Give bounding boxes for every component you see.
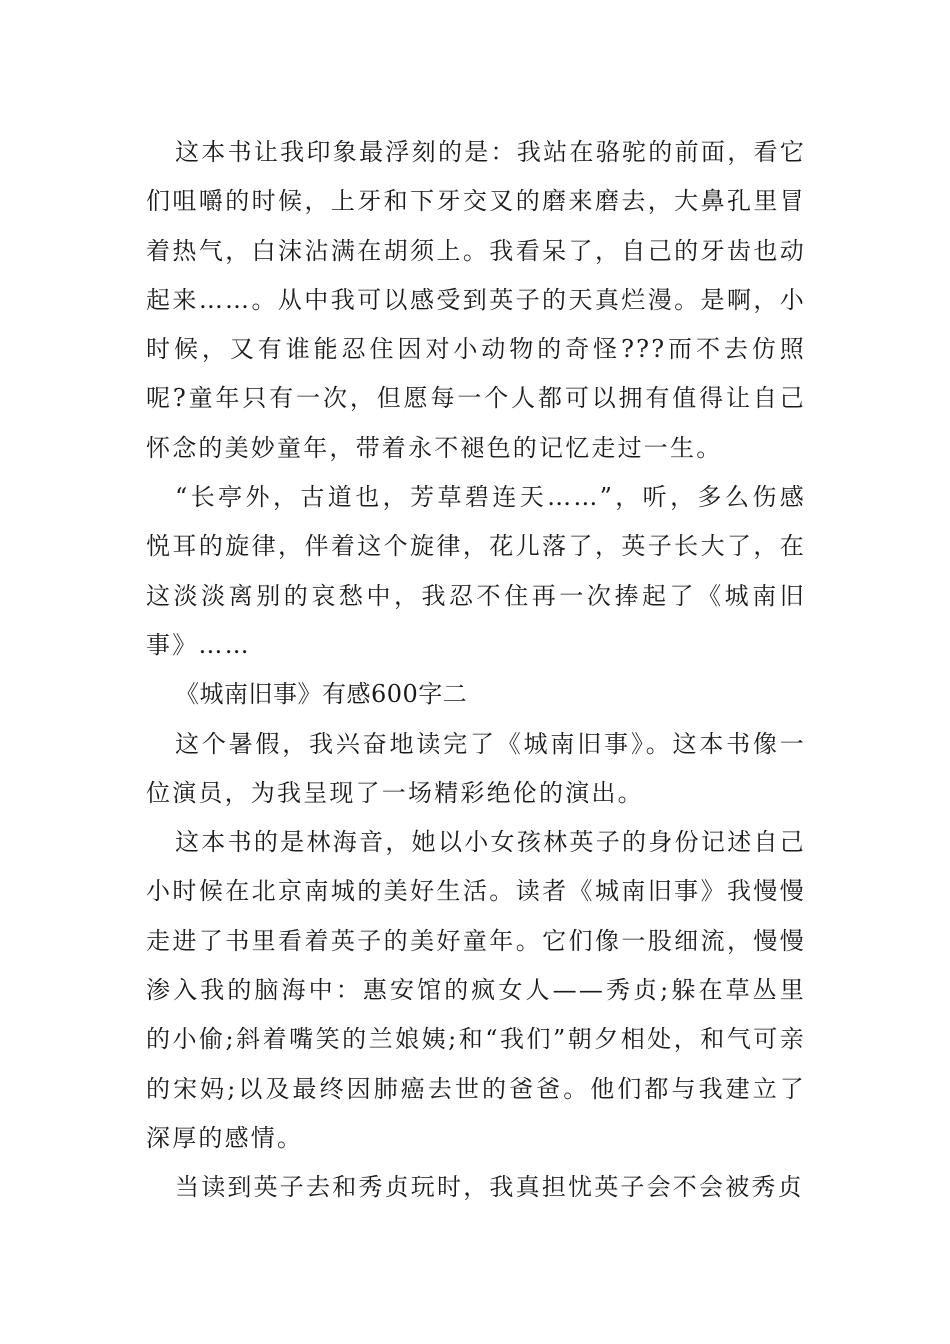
paragraph-song-lyrics: “长亭外，古道也，芳草碧连天……”，听，多么伤感悦耳的旋律，伴着这个旋律，花儿落了，英子长大了，在这淡淡离别的哀愁中，我忍不住再一次捧起了《城南旧事》……	[146, 483, 806, 659]
paragraph-camel-memory: 这本书让我印象最浮刻的是：我站在骆驼的前面，看它们咀嚼的时候，上牙和下牙交叉的磨来磨去，大鼻孔里冒着热气，白沫沾满在胡须上。我看呆了，自己的牙齿也动起来……。从中我可以感受到英子的天真烂漫。是啊，小时候，又有谁能忍住因对小动物的奇怪???而不去仿照呢?童年只有一次，但愿每一个人都可以拥有值得让自己怀念的美妙童年，带着永不褪色的记忆走过一生。	[146, 138, 806, 462]
section-heading: 《城南旧事》有感600字二	[175, 680, 468, 709]
paragraph-summer-reading: 这个暑假，我兴奋地读完了《城南旧事》。这本书像一位演员，为我呈现了一场精彩绝伦的演出。	[146, 729, 806, 807]
paragraph-book-characters: 这本书的是林海音，她以小女孩林英子的身份记述自己小时候在北京南城的美好生活。读者《城南旧事》我慢慢走进了书里看着英子的美好童年。它们像一股细流，慢慢渗入我的脑海中：惠安馆的疯女人——秀贞;躲在草丛里的小偷;斜着嘴笑的兰娘姨;和“我们”朝夕相处，和气可亲的宋妈;以及最终因肺癌去世的爸爸。他们都与我建立了深厚的感情。	[146, 828, 806, 1152]
paragraph-xiuzhen: 当读到英子去和秀贞玩时，我真担忧英子会不会被秀贞	[175, 1173, 804, 1202]
document-body	[146, 128, 806, 1213]
